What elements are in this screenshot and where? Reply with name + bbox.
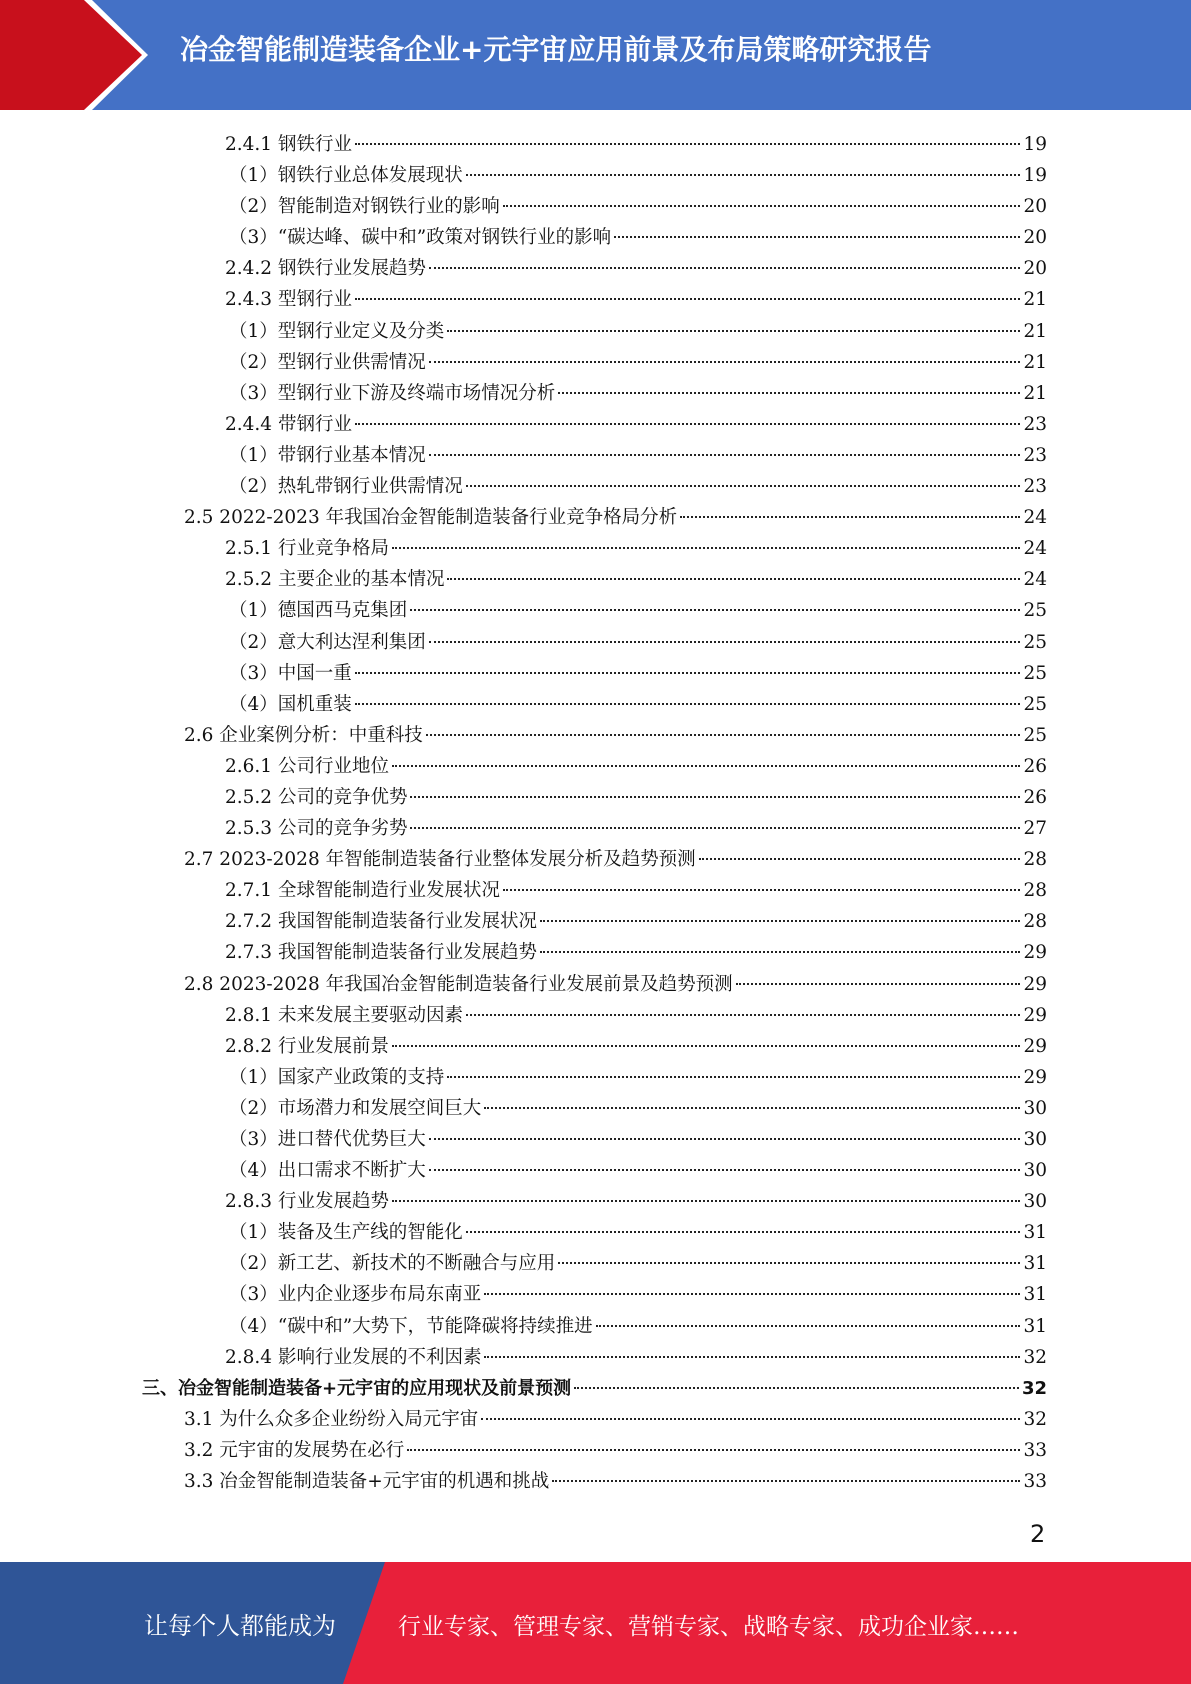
- toc-dot-leader: [355, 671, 1021, 674]
- toc-entry[interactable]: [0, 219, 1191, 250]
- toc-entry-title: 2.5.3 公司的竞争劣势: [225, 818, 408, 840]
- toc-dot-leader: [680, 515, 1020, 518]
- toc-dot-leader: [466, 1230, 1021, 1233]
- toc-entry[interactable]: [0, 810, 1191, 841]
- toc-entry-line: [229, 1094, 1047, 1120]
- toc-dot-leader: [355, 142, 1021, 145]
- toc-entry-title: （1）钢铁行业总体发展现状: [229, 165, 463, 187]
- toc-dot-leader: [466, 173, 1021, 176]
- toc-entry-page: 28: [1023, 849, 1047, 871]
- toc-entry-line: [184, 721, 1047, 747]
- toc-entry-page: 33: [1023, 1439, 1047, 1461]
- toc-entry-line: [225, 1187, 1047, 1213]
- toc-entry[interactable]: [0, 468, 1191, 499]
- toc-entry-line: [229, 379, 1047, 405]
- toc-entry[interactable]: [0, 748, 1191, 779]
- toc-dot-leader: [355, 422, 1021, 425]
- toc-entry-title: （1）国家产业政策的支持: [229, 1066, 445, 1088]
- toc-entry-page: 31: [1023, 1222, 1047, 1244]
- toc-entry-line: [229, 1063, 1047, 1089]
- toc-entry[interactable]: [0, 250, 1191, 281]
- toc-dot-leader: [355, 702, 1021, 705]
- toc-entry-line: [225, 285, 1047, 311]
- toc-entry-line: [229, 472, 1047, 498]
- toc-entry-page: 27: [1023, 818, 1047, 840]
- toc-entry[interactable]: [0, 499, 1191, 530]
- page-number: 2: [1030, 1520, 1046, 1548]
- toc-entry-line: [229, 317, 1047, 343]
- toc-entry-page: 19: [1023, 134, 1047, 155]
- toc-dot-leader: [552, 1479, 1020, 1482]
- toc-dot-leader: [392, 1199, 1020, 1202]
- footer-roles: 行业专家、管理专家、营销专家、战略专家、成功企业家……: [398, 1614, 1019, 1640]
- toc-entry-page: 20: [1023, 258, 1047, 280]
- toc-entry[interactable]: [0, 1121, 1191, 1152]
- toc-entry-line: [225, 534, 1047, 560]
- toc-entry[interactable]: [0, 1432, 1191, 1463]
- toc-entry[interactable]: [0, 872, 1191, 903]
- toc-entry-line: [225, 254, 1047, 280]
- page-header: [0, 0, 1191, 110]
- toc-entry[interactable]: [0, 717, 1191, 748]
- toc-entry-page: 26: [1023, 786, 1047, 808]
- toc-entry[interactable]: [0, 686, 1191, 717]
- toc-entry[interactable]: [0, 1028, 1191, 1059]
- toc-entry-page: 25: [1023, 693, 1047, 715]
- toc-entry-title: 2.7.1 全球智能制造行业发展状况: [225, 880, 500, 902]
- toc-entry-title: 2.4.3 型钢行业: [225, 289, 352, 311]
- toc-entry-title: 2.5 2022-2023 年我国冶金智能制造装备行业竞争格局分析: [184, 507, 678, 529]
- toc-dot-leader: [540, 919, 1020, 922]
- toc-dot-leader: [429, 453, 1021, 456]
- toc-entry-line: [225, 907, 1047, 933]
- toc-entry-page: 21: [1023, 289, 1047, 311]
- toc-entry[interactable]: [0, 966, 1191, 997]
- page-footer: [0, 1562, 1191, 1684]
- toc-entry[interactable]: [0, 1183, 1191, 1214]
- toc-entry-line: [229, 1312, 1047, 1338]
- toc-entry[interactable]: [0, 437, 1191, 468]
- toc-entry-line: [229, 1156, 1047, 1182]
- toc-entry-line: [229, 628, 1047, 654]
- toc-dot-leader: [466, 1013, 1020, 1016]
- toc-dot-leader: [736, 982, 1021, 985]
- toc-entry-line: [184, 845, 1047, 871]
- toc-entry-title: 2.4.2 钢铁行业发展趋势: [225, 258, 426, 280]
- toc-dot-leader: [447, 1075, 1020, 1078]
- toc-entry-line: [229, 596, 1047, 622]
- toc-entry[interactable]: [0, 997, 1191, 1028]
- toc-entry-title: 2.7 2023-2028 年智能制造装备行业整体发展分析及趋势预测: [184, 849, 696, 871]
- toc-entry-title: 3.3 冶金智能制造装备+元宇宙的机遇和挑战: [184, 1471, 550, 1493]
- toc-dot-leader: [429, 1168, 1021, 1171]
- toc-entry-page: 29: [1023, 973, 1047, 995]
- toc-entry-page: 24: [1023, 507, 1047, 529]
- toc-entry-title: （2）热轧带钢行业供需情况: [229, 476, 463, 498]
- toc-entry-page: 21: [1023, 382, 1047, 404]
- toc-entry-page: 21: [1023, 320, 1047, 342]
- toc-entry-line: [229, 192, 1047, 218]
- toc-entry-line: [184, 503, 1047, 529]
- toc-entry-page: 32: [1021, 1377, 1047, 1399]
- toc-entry-title: 2.4.1 钢铁行业: [225, 134, 352, 155]
- toc-entry[interactable]: [0, 592, 1191, 623]
- toc-dot-leader: [410, 795, 1020, 798]
- toc-entry-title: 2.8.3 行业发展趋势: [225, 1191, 389, 1213]
- toc-dot-leader: [392, 1044, 1020, 1047]
- toc-entry-title: 2.5.2 主要企业的基本情况: [225, 569, 445, 591]
- toc-entry[interactable]: [0, 624, 1191, 655]
- toc-entry-title: （3）“碳达峰、碳中和”政策对钢铁行业的影响: [229, 227, 612, 249]
- toc-entry-title: 2.6.1 公司行业地位: [225, 755, 389, 777]
- toc-entry-title: （2）型钢行业供需情况: [229, 351, 426, 373]
- toc-entry-page: 19: [1023, 165, 1047, 187]
- toc-entry-title: （4）出口需求不断扩大: [229, 1160, 426, 1182]
- toc-entry[interactable]: [0, 188, 1191, 219]
- toc-dot-leader: [429, 640, 1021, 643]
- toc-entry-title: （3）业内企业逐步布局东南亚: [229, 1284, 482, 1306]
- toc-dot-leader: [410, 826, 1020, 829]
- toc-entry-line: [142, 1374, 1047, 1400]
- toc-entry-line: [229, 223, 1047, 249]
- toc-entry[interactable]: [0, 779, 1191, 810]
- toc-dot-leader: [558, 391, 1020, 394]
- toc-entry-title: （3）中国一重: [229, 662, 352, 684]
- toc-dot-leader: [429, 360, 1021, 363]
- toc-entry-line: [229, 1125, 1047, 1151]
- toc-entry-page: 32: [1023, 1346, 1047, 1368]
- toc-entry[interactable]: [0, 841, 1191, 872]
- toc-dot-leader: [447, 329, 1020, 332]
- toc-entry[interactable]: [0, 157, 1191, 188]
- toc-dot-leader: [484, 1106, 1020, 1109]
- toc-entry-title: 2.8.1 未来发展主要驱动因素: [225, 1004, 463, 1026]
- toc-entry-line: [225, 783, 1047, 809]
- toc-entry-line: [225, 130, 1047, 156]
- toc-entry-line: [225, 565, 1047, 591]
- toc-entry-page: 33: [1023, 1471, 1047, 1493]
- toc-entry-page: 21: [1023, 351, 1047, 373]
- toc-entry-title: （1）装备及生产线的智能化: [229, 1222, 463, 1244]
- toc-entry-page: 23: [1023, 476, 1047, 498]
- toc-entry-title: （2）意大利达涅利集团: [229, 631, 426, 653]
- toc-entry-page: 31: [1023, 1284, 1047, 1306]
- toc-entry-title: （2）新工艺、新技术的不断融合与应用: [229, 1253, 556, 1275]
- toc-dot-leader: [484, 1292, 1020, 1295]
- toc-entry-title: （1）型钢行业定义及分类: [229, 320, 445, 342]
- toc-entry-title: （4）“碳中和”大势下，节能降碳将持续推进: [229, 1315, 593, 1337]
- toc-dot-leader: [392, 764, 1020, 767]
- toc-entry-line: [184, 1467, 1047, 1493]
- toc-entry[interactable]: [0, 1339, 1191, 1370]
- toc-entry-page: 24: [1023, 538, 1047, 560]
- toc-entry-line: [229, 348, 1047, 374]
- toc-entry-page: 29: [1023, 942, 1047, 964]
- toc-entry-title: 2.4.4 带钢行业: [225, 413, 352, 435]
- toc-entry-page: 20: [1023, 227, 1047, 249]
- toc-entry-line: [225, 938, 1047, 964]
- toc-dot-leader: [540, 950, 1020, 953]
- toc-entry[interactable]: [0, 1152, 1191, 1183]
- toc-entry[interactable]: [0, 530, 1191, 561]
- toc-entry[interactable]: [0, 1463, 1191, 1494]
- toc-entry-title: 3.1 为什么众多企业纷纷入局元宇宙: [184, 1408, 479, 1430]
- toc-entry-page: 25: [1023, 662, 1047, 684]
- toc-entry-line: [184, 1436, 1047, 1462]
- toc-entry-title: 2.7.2 我国智能制造装备行业发展状况: [225, 911, 537, 933]
- toc-entry-line: [184, 970, 1047, 996]
- toc-entry[interactable]: [0, 313, 1191, 344]
- toc-dot-leader: [355, 297, 1021, 300]
- toc-entry[interactable]: [0, 1308, 1191, 1339]
- toc-entry-title: （2）智能制造对钢铁行业的影响: [229, 196, 500, 218]
- report-title: 冶金智能制造装备企业+元宇宙应用前景及布局策略研究报告: [180, 33, 932, 66]
- toc-entry-title: （4）国机重装: [229, 693, 352, 715]
- toc-dot-leader: [481, 1417, 1020, 1420]
- toc-entry-title: 2.5.1 行业竞争格局: [225, 538, 389, 560]
- toc-entry-line: [225, 876, 1047, 902]
- toc-entry[interactable]: [0, 655, 1191, 686]
- toc-entry[interactable]: [0, 126, 1191, 157]
- toc-entry-title: 2.8.4 影响行业发展的不利因素: [225, 1346, 482, 1368]
- toc-entry-title: 2.8 2023-2028 年我国冶金智能制造装备行业发展前景及趋势预测: [184, 973, 733, 995]
- toc-entry-page: 26: [1023, 755, 1047, 777]
- toc-dot-leader: [410, 608, 1020, 611]
- toc-dot-leader: [503, 204, 1021, 207]
- toc-entry[interactable]: [0, 375, 1191, 406]
- toc-entry[interactable]: [0, 934, 1191, 965]
- toc-dot-leader: [429, 1137, 1021, 1140]
- toc-entry-page: 30: [1023, 1129, 1047, 1150]
- toc-entry-line: [229, 1249, 1047, 1275]
- header-arrow: [0, 0, 142, 110]
- toc-entry-title: 2.7.3 我国智能制造装备行业发展趋势: [225, 942, 537, 964]
- toc-entry-title: （3）型钢行业下游及终端市场情况分析: [229, 382, 556, 404]
- toc-entry-line: [225, 814, 1047, 840]
- toc-entry-page: 23: [1023, 413, 1047, 435]
- toc-entry-page: 25: [1023, 724, 1047, 746]
- toc-dot-leader: [407, 1448, 1020, 1451]
- toc-entry-page: 23: [1023, 444, 1047, 466]
- toc-entry-line: [225, 1001, 1047, 1027]
- toc-entry-page: 32: [1023, 1408, 1047, 1430]
- toc-entry-page: 28: [1023, 880, 1047, 902]
- toc-entry-title: 2.5.2 公司的竞争优势: [225, 786, 408, 808]
- toc-entry-page: 29: [1023, 1066, 1047, 1088]
- toc-dot-leader: [503, 888, 1020, 891]
- toc-entry-line: [225, 1343, 1047, 1369]
- toc-entry-page: 30: [1023, 1160, 1047, 1182]
- toc-dot-leader: [574, 1386, 1019, 1389]
- toc-entry[interactable]: [0, 281, 1191, 312]
- toc-entry-page: 29: [1023, 1035, 1047, 1057]
- toc-entry[interactable]: [0, 1214, 1191, 1245]
- toc-dot-leader: [596, 1324, 1021, 1327]
- toc-entry-page: 24: [1023, 569, 1047, 591]
- toc-entry-line: [184, 1405, 1047, 1431]
- toc-entry-title: 三、冶金智能制造装备+元宇宙的应用现状及前景预测: [142, 1377, 572, 1399]
- toc-entry-title: （1）德国西马克集团: [229, 600, 408, 622]
- toc-entry-page: 29: [1023, 1004, 1047, 1026]
- toc-entry-title: 2.6 企业案例分析：中重科技: [184, 724, 423, 746]
- toc-dot-leader: [447, 577, 1020, 580]
- toc-entry-page: 30: [1023, 1191, 1047, 1213]
- toc-entry-page: 25: [1023, 600, 1047, 622]
- toc-dot-leader: [484, 1355, 1020, 1358]
- toc-entry-page: 30: [1023, 1097, 1047, 1119]
- toc-entry[interactable]: [0, 903, 1191, 934]
- toc-entry[interactable]: [0, 344, 1191, 375]
- toc-entry[interactable]: [0, 1401, 1191, 1432]
- toc-entry[interactable]: [0, 1245, 1191, 1276]
- toc-entry-title: （1）带钢行业基本情况: [229, 444, 426, 466]
- toc-entry[interactable]: [0, 1090, 1191, 1121]
- toc-entry-line: [229, 441, 1047, 467]
- toc-dot-leader: [429, 266, 1020, 269]
- toc-entry[interactable]: [0, 406, 1191, 437]
- toc-entry-page: 31: [1023, 1315, 1047, 1337]
- toc-entry-page: 25: [1023, 631, 1047, 653]
- toc-dot-leader: [614, 235, 1020, 238]
- toc-entry[interactable]: [0, 561, 1191, 592]
- toc-dot-leader: [699, 857, 1021, 860]
- toc-entry[interactable]: [0, 1059, 1191, 1090]
- toc-entry-line: [229, 659, 1047, 685]
- toc-entry-page: 28: [1023, 911, 1047, 933]
- toc-entry-title: （2）市场潜力和发展空间巨大: [229, 1097, 482, 1119]
- toc-entry-line: [229, 1218, 1047, 1244]
- toc-entry-line: [225, 1032, 1047, 1058]
- toc-entry[interactable]: [0, 1276, 1191, 1307]
- toc-entry-title: （3）进口替代优势巨大: [229, 1129, 426, 1150]
- toc-entry[interactable]: [0, 1370, 1191, 1401]
- footer-slogan: 让每个人都能成为: [144, 1612, 336, 1640]
- toc-dot-leader: [426, 733, 1021, 736]
- toc-entry-title: 2.8.2 行业发展前景: [225, 1035, 389, 1057]
- toc-dot-leader: [392, 546, 1020, 549]
- toc-dot-leader: [466, 484, 1021, 487]
- toc-entry-line: [225, 752, 1047, 778]
- toc-entry-line: [225, 410, 1047, 436]
- toc-entry-title: 3.2 元宇宙的发展势在必行: [184, 1439, 405, 1461]
- toc-entry-page: 31: [1023, 1253, 1047, 1275]
- toc-entry-line: [229, 1280, 1047, 1306]
- toc-dot-leader: [558, 1261, 1020, 1264]
- toc-entry-page: 20: [1023, 196, 1047, 218]
- table-of-contents: [0, 126, 1191, 1494]
- toc-entry-line: [229, 690, 1047, 716]
- toc-entry-line: [229, 161, 1047, 187]
